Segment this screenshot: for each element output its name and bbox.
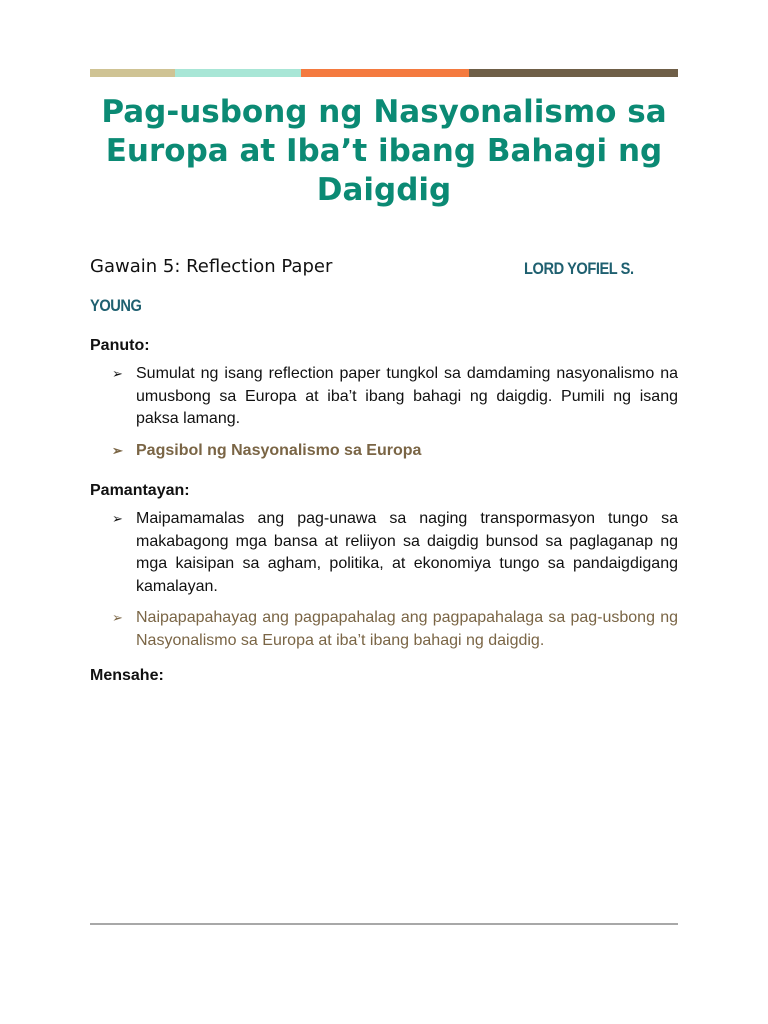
pamantayan-item-text-highlight: Naipapapahayag ang pagpapahalag ang pagpapahalaga sa pag-usbong ng Nasyonalismo sa Europa at iba’t ibang bahagi ng daigdig. [136, 609, 678, 649]
arrowhead-right-icon: ➢ [112, 366, 123, 381]
list-item [90, 363, 678, 431]
panuto-item-topic: Pagsibol ng Nasyonalismo sa Europa [136, 441, 422, 459]
color-bar-segment-orange [301, 69, 469, 77]
color-bar-segment-brown [469, 69, 678, 77]
arrowhead-right-icon: ➢ [112, 511, 123, 526]
arrowhead-right-icon: ➢ [112, 610, 123, 625]
document-title: Pag-usbong ng Nasyonalismo sa Europa at Iba’t ibang Bahagi ng Daigdig [101, 94, 667, 208]
header-color-bar [90, 69, 678, 77]
pamantayan-list [90, 508, 678, 661]
panuto-heading: Panuto: [90, 337, 150, 354]
list-item [90, 440, 678, 463]
color-bar-segment-mint [175, 69, 301, 77]
author-name-line2: YOUNG [90, 296, 142, 315]
mensahe-heading: Mensahe: [90, 667, 164, 684]
author-name-line1: LORD YOFIEL S. [524, 259, 634, 278]
pamantayan-heading: Pamantayan: [90, 482, 190, 499]
list-item [90, 508, 678, 598]
list-item [90, 607, 678, 652]
arrowhead-right-icon: ➢ [112, 442, 123, 458]
color-bar-segment-tan [90, 69, 175, 77]
panuto-list [90, 363, 678, 471]
activity-subtitle: Gawain 5: Reflection Paper [90, 256, 333, 277]
pamantayan-item-text: Maipamamalas ang pag-unawa sa naging transpormasyon tungo sa makabagong mga bansa at reliiyon sa daigdig bunsod sa paglaganap ng mga kaisipan sa agham, politika, at ekonomiya tungo sa pandaigdigang kamalayan. [136, 510, 678, 595]
panuto-item-text: Sumulat ng isang reflection paper tungkol sa damdaming nasyonalismo na umusbong sa Europa at iba’t ibang bahagi ng daigdig. Pumili ng isang paksa lamang. [136, 365, 678, 427]
footer-divider [90, 923, 678, 925]
